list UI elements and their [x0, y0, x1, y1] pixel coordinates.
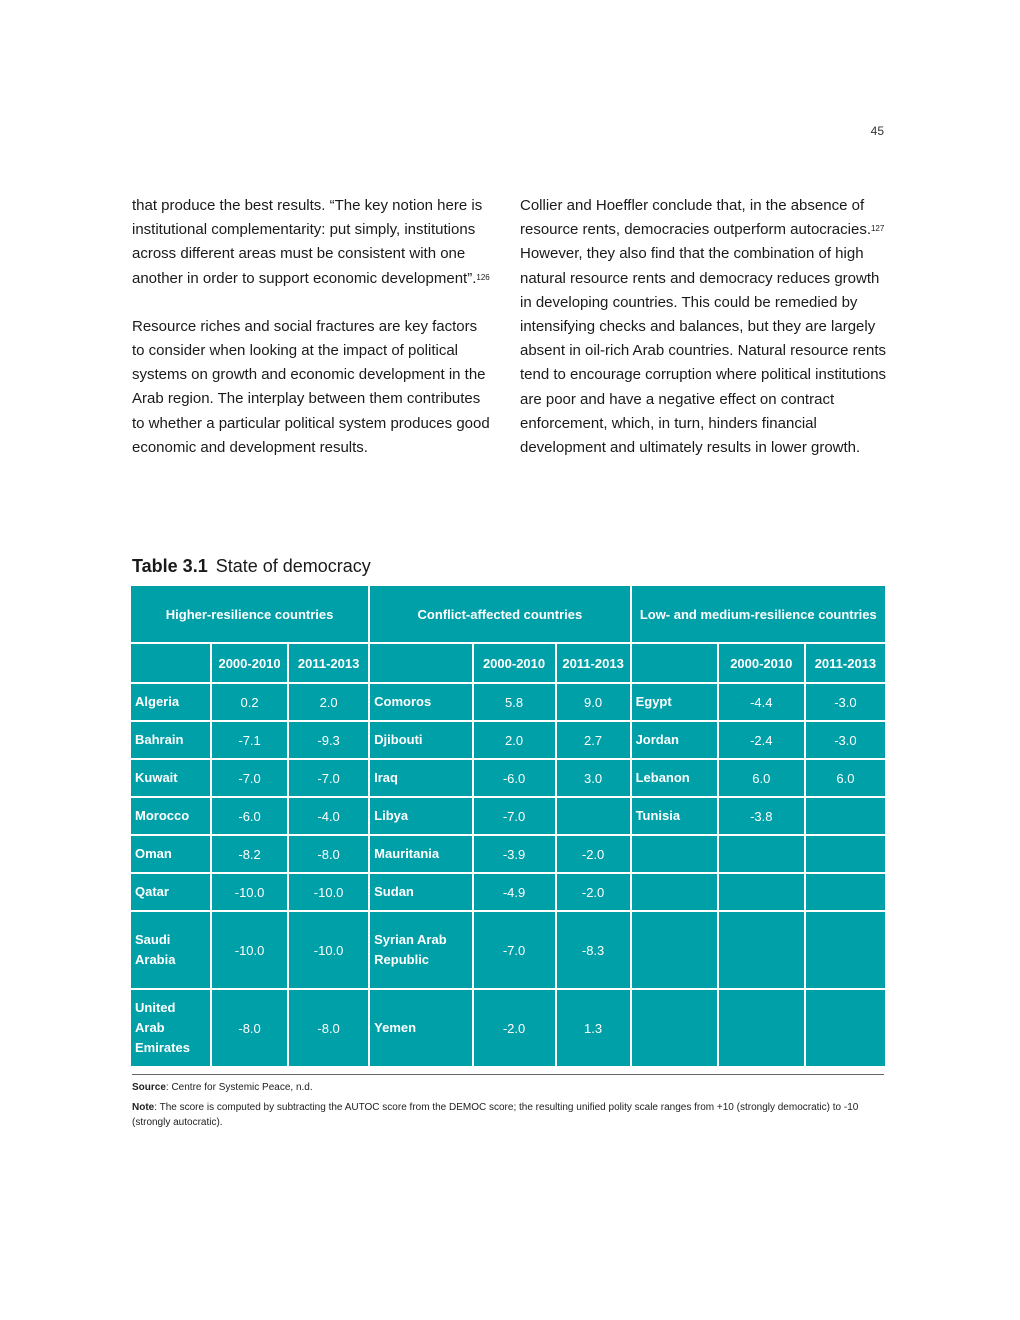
year-header: 2000-2010: [474, 644, 555, 682]
country-name: Algeria: [131, 684, 210, 720]
score-cell: -7.0: [289, 760, 368, 796]
year-header: 2011-2013: [289, 644, 368, 682]
country-name: Oman: [131, 836, 210, 872]
country-name: Iraq: [370, 760, 471, 796]
table-source: Source: Centre for Systemic Peace, n.d.: [132, 1082, 313, 1093]
country-name: Morocco: [131, 798, 210, 834]
score-cell: -3.8: [719, 798, 804, 834]
score-cell: -10.0: [212, 912, 287, 988]
score-cell: -3.9: [474, 836, 555, 872]
year-header-row: [131, 644, 885, 682]
score-cell: 2.7: [557, 722, 630, 758]
country-name: Jordan: [632, 722, 717, 758]
table-row: [131, 874, 885, 910]
country-name: Bahrain: [131, 722, 210, 758]
table-row: [131, 684, 885, 720]
score-cell: 3.0: [557, 760, 630, 796]
left-text-column: [132, 194, 492, 484]
score-cell: -10.0: [289, 912, 368, 988]
country-name: Libya: [370, 798, 471, 834]
score-cell: -3.0: [806, 684, 885, 720]
year-header-blank: [370, 644, 471, 682]
table-row: [131, 912, 885, 988]
score-cell: -8.0: [289, 990, 368, 1066]
score-cell: [806, 836, 885, 872]
right-paragraph-1: Collier and Hoeffler conclude that, in the absence of resource rents, democracies outperform autocracies.$^{127}$ However, they also find that the combination of high natural resource rents and democracy reduces growth in developing countries. This could be remedied by intensifying checks and balances, but they are largely absent in oil-rich Arab countries. Natural resource rents tend to encourage corruption where political institutions are poor and have a negative effect on contract enforcement, which, in turn, hinders financial development and ultimately results in lower growth.: [520, 197, 887, 457]
year-header: 2011-2013: [806, 644, 885, 682]
country-name: Comoros: [370, 684, 471, 720]
country-name: Syrian Arab Republic: [370, 912, 471, 988]
democracy-table: [129, 584, 887, 1068]
score-cell: 1.3: [557, 990, 630, 1066]
left-paragraph-1: that produce the best results. “The key notion here is institutional complementarity: put simply, institutions across different areas must be consistent with one another in order to support economic development”.$^{126}$: [132, 197, 490, 287]
country-name: Tunisia: [632, 798, 717, 834]
score-cell: [719, 912, 804, 988]
score-cell: -4.4: [719, 684, 804, 720]
year-header: 2000-2010: [212, 644, 287, 682]
country-name: Djibouti: [370, 722, 471, 758]
score-cell: -10.0: [212, 874, 287, 910]
year-header: 2000-2010: [719, 644, 804, 682]
score-cell: -3.0: [806, 722, 885, 758]
score-cell: [806, 874, 885, 910]
score-cell: -8.3: [557, 912, 630, 988]
score-cell: 5.8: [474, 684, 555, 720]
country-name: Yemen: [370, 990, 471, 1066]
table-number: Table 3.1: [132, 556, 208, 576]
score-cell: [719, 874, 804, 910]
country-name: Qatar: [131, 874, 210, 910]
footnote-ref: 126: [476, 272, 490, 282]
country-name: United Arab Emirates: [131, 990, 210, 1066]
country-name: [632, 990, 717, 1066]
score-cell: -7.0: [212, 760, 287, 796]
group-header-1: Conflict-affected countries: [370, 586, 629, 642]
country-name: Egypt: [632, 684, 717, 720]
score-cell: -6.0: [474, 760, 555, 796]
table-row: [131, 990, 885, 1066]
score-cell: 9.0: [557, 684, 630, 720]
score-cell: -8.0: [212, 990, 287, 1066]
country-name: Kuwait: [131, 760, 210, 796]
score-cell: -7.0: [474, 798, 555, 834]
score-cell: [806, 990, 885, 1066]
table-row: [131, 798, 885, 834]
score-cell: -2.0: [557, 836, 630, 872]
table-row: [131, 836, 885, 872]
score-cell: -4.9: [474, 874, 555, 910]
score-cell: [806, 912, 885, 988]
country-name: Mauritania: [370, 836, 471, 872]
score-cell: 0.2: [212, 684, 287, 720]
year-header-blank: [632, 644, 717, 682]
country-name: [632, 874, 717, 910]
country-name: Lebanon: [632, 760, 717, 796]
group-header-0: Higher-resilience countries: [131, 586, 368, 642]
score-cell: 6.0: [806, 760, 885, 796]
right-text-column: [520, 194, 890, 484]
group-header-2: Low- and medium-resilience countries: [632, 586, 885, 642]
score-cell: 6.0: [719, 760, 804, 796]
page-number: 45: [870, 124, 884, 138]
score-cell: -9.3: [289, 722, 368, 758]
score-cell: -4.0: [289, 798, 368, 834]
table-title: [132, 556, 371, 577]
score-cell: -8.2: [212, 836, 287, 872]
table-row: [131, 760, 885, 796]
score-cell: -2.4: [719, 722, 804, 758]
table-note: Note: The score is computed by subtracting the AUTOC score from the DEMOC score; the resulting unified polity scale ranges from +10 (strongly democratic) to -10 (strongly autocratic).: [132, 1102, 859, 1128]
score-cell: -2.0: [474, 990, 555, 1066]
score-cell: [719, 836, 804, 872]
score-cell: -6.0: [212, 798, 287, 834]
score-cell: [557, 798, 630, 834]
score-cell: 2.0: [289, 684, 368, 720]
score-cell: -7.1: [212, 722, 287, 758]
score-cell: -8.0: [289, 836, 368, 872]
year-header-blank: [131, 644, 210, 682]
score-cell: -7.0: [474, 912, 555, 988]
table-title-text: State of democracy: [215, 556, 371, 576]
country-name: [632, 912, 717, 988]
year-header: 2011-2013: [557, 644, 630, 682]
group-header-row: [131, 586, 885, 642]
score-cell: 2.0: [474, 722, 555, 758]
table-bottom-rule: [132, 1074, 884, 1075]
footnote-ref: 127: [870, 224, 885, 234]
score-cell: -10.0: [289, 874, 368, 910]
country-name: Sudan: [370, 874, 471, 910]
table-row: [131, 722, 885, 758]
score-cell: -2.0: [557, 874, 630, 910]
score-cell: [719, 990, 804, 1066]
country-name: [632, 836, 717, 872]
country-name: Saudi Arabia: [131, 912, 210, 988]
score-cell: [806, 798, 885, 834]
left-paragraph-2: Resource riches and social fractures are key factors to consider when looking at the impact of political systems on growth and economic development in the Arab region. The interplay between them contributes to whether a particular political system produces good economic and development results.: [132, 317, 490, 456]
